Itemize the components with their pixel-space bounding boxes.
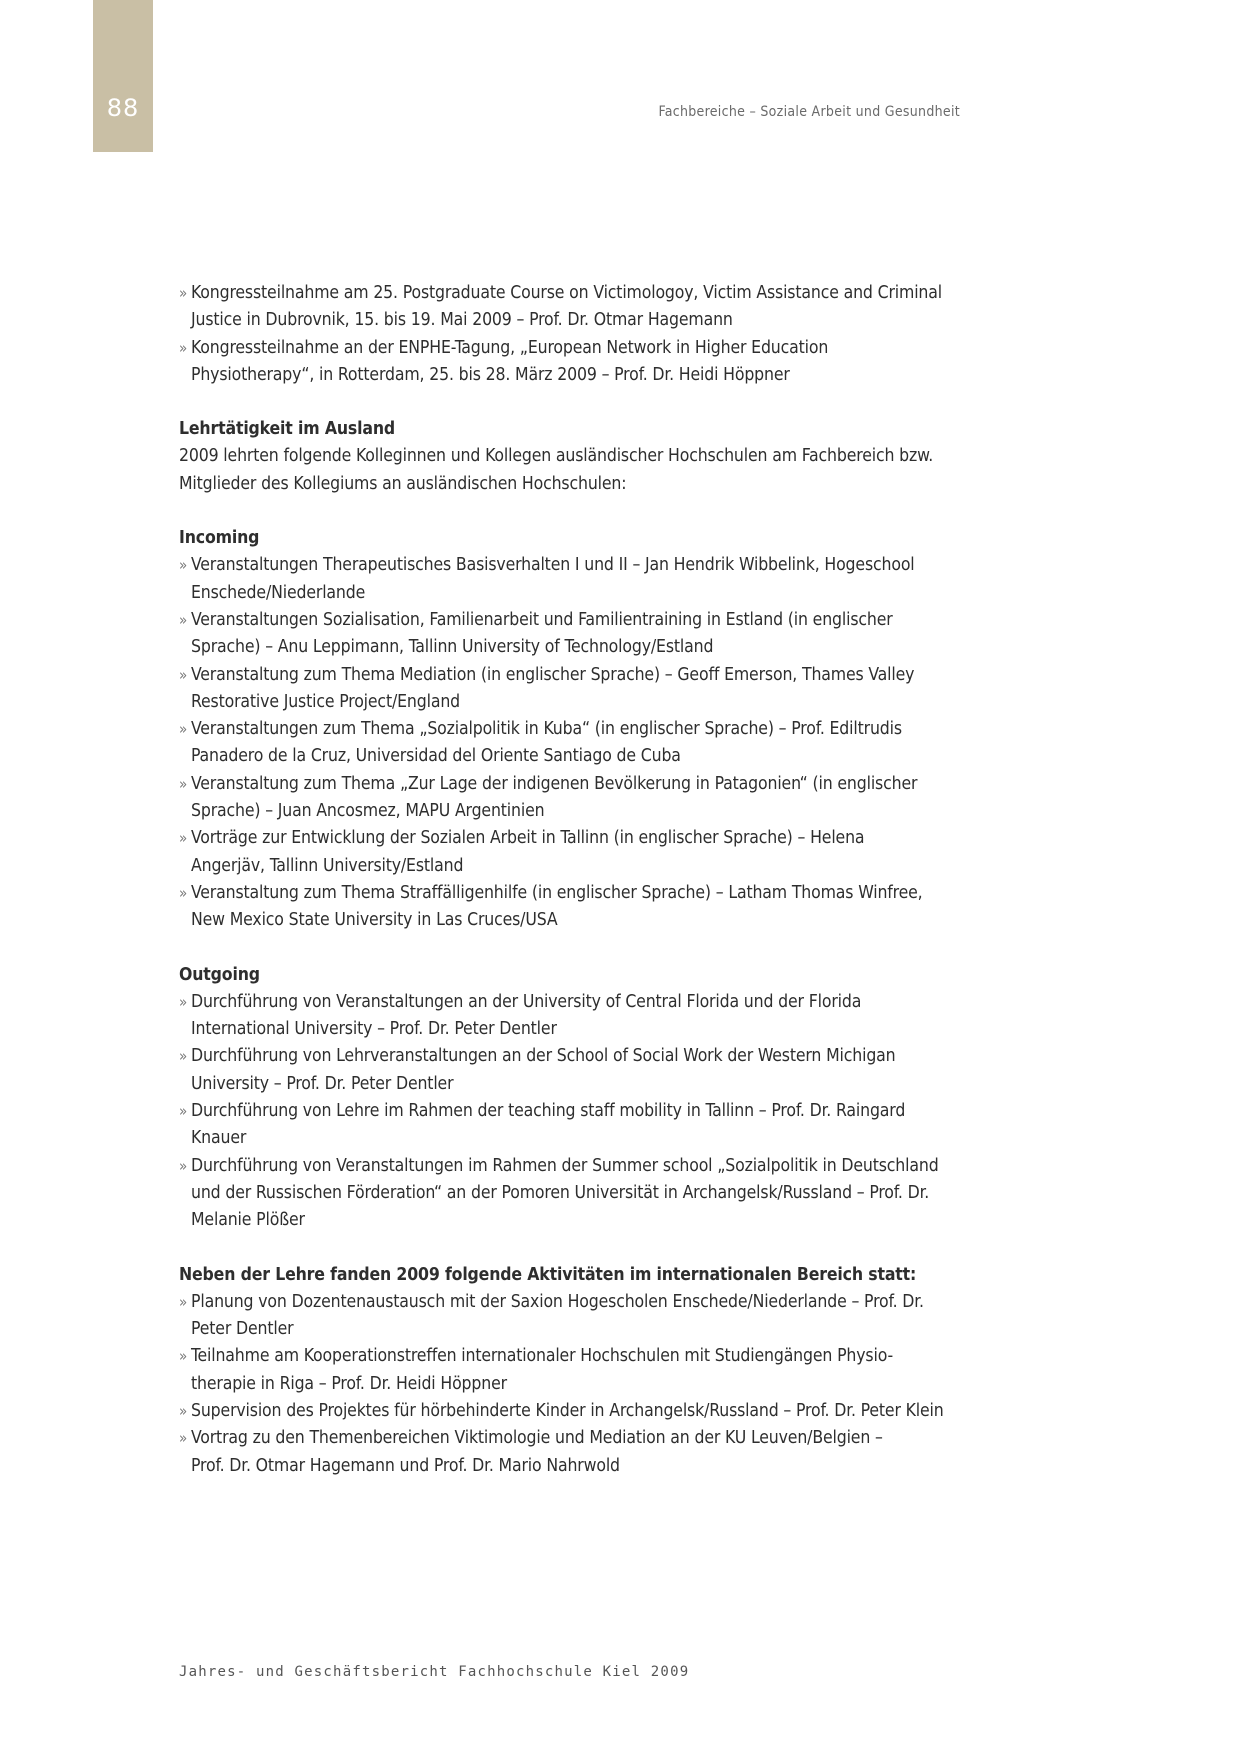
list-item-line: Prof. Dr. Otmar Hagemann und Prof. Dr. Mario Nahrwold xyxy=(191,1455,620,1476)
list-item-line: Teilnahme am Kooperationstreffen internationaler Hochschulen mit Studiengängen Physio- xyxy=(191,1346,894,1367)
list-item-line: Physiotherapy“, in Rotterdam, 25. bis 28. März 2009 – Prof. Dr. Heidi Höppner xyxy=(191,364,790,385)
list-item-line: Sprache) – Anu Leppimann, Tallinn University of Technology/Estland xyxy=(191,637,714,658)
list-item-line: und der Russischen Förderation“ an der Pomoren Universität in Archangelsk/Russland – Prof. Dr. xyxy=(191,1182,930,1203)
list-item-line: Sprache) – Juan Ancosmez, MAPU Argentinien xyxy=(191,801,545,822)
list-item xyxy=(179,716,979,771)
list-item xyxy=(179,1343,979,1398)
list-item xyxy=(179,280,979,335)
list-item-line: Panadero de la Cruz, Universidad del Oriente Santiago de Cuba xyxy=(191,746,681,767)
bullet-icon: » xyxy=(179,829,188,848)
bullet-icon: » xyxy=(179,338,188,357)
list-item-line: Veranstaltungen Sozialisation, Familienarbeit und Familientraining in Estland (in englischer xyxy=(191,609,893,630)
bullet-icon: » xyxy=(179,1347,188,1366)
list-item xyxy=(179,825,979,880)
list-item-line: Melanie Plößer xyxy=(191,1210,305,1231)
list-item-line: Enschede/Niederlande xyxy=(191,582,366,603)
list-item xyxy=(179,1153,979,1235)
list-item-line: New Mexico State University in Las Cruces/USA xyxy=(191,910,558,931)
list-item-line: therapie in Riga – Prof. Dr. Heidi Höppner xyxy=(191,1373,507,1394)
bullet-icon: » xyxy=(179,1401,188,1420)
list-item-line: Planung von Dozentenaustausch mit der Saxion Hogescholen Enschede/Niederlande – Prof. Dr. xyxy=(191,1291,924,1312)
section-heading-lehrtaetigkeit: Lehrtätigkeit im Ausland xyxy=(179,419,396,440)
list-item xyxy=(179,1098,979,1153)
paragraph-line: Mitglieder des Kollegiums an ausländischen Hochschulen: xyxy=(179,473,627,494)
list-item-line: Durchführung von Veranstaltungen an der University of Central Florida und der Florida xyxy=(191,991,862,1012)
incoming-list xyxy=(179,552,979,934)
bullet-icon: » xyxy=(179,556,188,575)
list-item-line: Angerjäv, Tallinn University/Estland xyxy=(191,855,464,876)
list-item-line: Durchführung von Veranstaltungen im Rahmen der Summer school „Sozialpolitik in Deutschland xyxy=(191,1155,939,1176)
list-item-line: Veranstaltungen Therapeutisches Basisverhalten I und II – Jan Hendrik Wibbelink, Hogeschool xyxy=(191,555,915,576)
list-item-line: Veranstaltung zum Thema Mediation (in englischer Sprache) – Geoff Emerson, Thames Valley xyxy=(191,664,915,685)
activities-list xyxy=(179,1289,979,1480)
bullet-icon: » xyxy=(179,284,188,302)
bullet-icon: » xyxy=(179,992,188,1011)
paragraph-line: 2009 lehrten folgende Kolleginnen und Kollegen ausländischer Hochschulen am Fachbereich bzw. xyxy=(179,446,934,467)
page-number-tab xyxy=(93,0,153,152)
list-item-line: International University – Prof. Dr. Peter Dentler xyxy=(191,1019,557,1040)
list-item-line: Justice in Dubrovnik, 15. bis 19. Mai 2009 – Prof. Dr. Otmar Hagemann xyxy=(191,310,733,331)
list-item-line: Kongressteilnahme am 25. Postgraduate Course on Victimologoy, Victim Assistance and Criminal xyxy=(191,283,942,303)
list-item xyxy=(179,1425,979,1480)
bullet-icon: » xyxy=(179,1292,188,1311)
page-footer: Jahres- und Geschäftsbericht Fachhochschule Kiel 2009 xyxy=(179,1664,690,1680)
list-item-line: Veranstaltung zum Thema „Zur Lage der indigenen Bevölkerung in Patagonien“ (in englischer xyxy=(191,773,918,794)
bullet-icon: » xyxy=(179,665,188,684)
list-item-line: Supervision des Projektes für hörbehinderte Kinder in Archangelsk/Russland – Prof. Dr. Peter Klein xyxy=(191,1400,944,1421)
section-heading-incoming: Incoming xyxy=(179,528,260,549)
list-item-line: Peter Dentler xyxy=(191,1319,294,1340)
list-item-line: Vorträge zur Entwicklung der Sozialen Arbeit in Tallinn (in englischer Sprache) – Helena xyxy=(191,828,865,849)
list-item xyxy=(179,1398,979,1425)
list-item xyxy=(179,552,979,607)
bullet-icon: » xyxy=(179,883,188,902)
bullet-icon: » xyxy=(179,774,188,793)
list-item xyxy=(179,1289,979,1344)
page-number: 88 xyxy=(106,94,140,122)
list-item xyxy=(179,335,979,390)
bullet-icon: » xyxy=(179,1047,188,1066)
list-item xyxy=(179,607,979,662)
bullet-icon: » xyxy=(179,1429,188,1448)
list-item-line: Durchführung von Lehre im Rahmen der teaching staff mobility in Tallinn – Prof. Dr. Raingard xyxy=(191,1101,906,1122)
page-content xyxy=(179,280,979,1480)
bullet-icon: » xyxy=(179,610,188,629)
bullet-icon: » xyxy=(179,1156,188,1175)
list-item xyxy=(179,771,979,826)
list-item-line: Vortrag zu den Themenbereichen Viktimologie und Mediation an der KU Leuven/Belgien – xyxy=(191,1428,883,1449)
bullet-icon: » xyxy=(179,1102,188,1121)
list-item-line: Kongressteilnahme an der ENPHE-Tagung, „European Network in Higher Education xyxy=(191,337,829,358)
section-heading-outgoing: Outgoing xyxy=(179,964,260,985)
list-item xyxy=(179,1043,979,1098)
outgoing-list xyxy=(179,989,979,1235)
running-head: Fachbereiche – Soziale Arbeit und Gesundheit xyxy=(658,104,960,120)
list-item-line: Restorative Justice Project/England xyxy=(191,691,460,712)
list-item-line: Durchführung von Lehrveranstaltungen an der School of Social Work der Western Michigan xyxy=(191,1046,896,1067)
list-item xyxy=(179,662,979,717)
intro-list xyxy=(179,280,979,389)
list-item xyxy=(179,880,979,935)
list-item-line: Veranstaltung zum Thema Straffälligenhilfe (in englischer Sprache) – Latham Thomas Winfree, xyxy=(191,882,923,903)
list-item-line: Knauer xyxy=(191,1128,247,1149)
list-item xyxy=(179,989,979,1044)
bullet-icon: » xyxy=(179,720,188,739)
list-item-line: University – Prof. Dr. Peter Dentler xyxy=(191,1073,454,1094)
list-item-line: Veranstaltungen zum Thema „Sozialpolitik in Kuba“ (in englischer Sprache) – Prof. Ediltrudis xyxy=(191,719,902,740)
section-heading-activities: Neben der Lehre fanden 2009 folgende Aktivitäten im internationalen Bereich statt: xyxy=(179,1264,917,1285)
